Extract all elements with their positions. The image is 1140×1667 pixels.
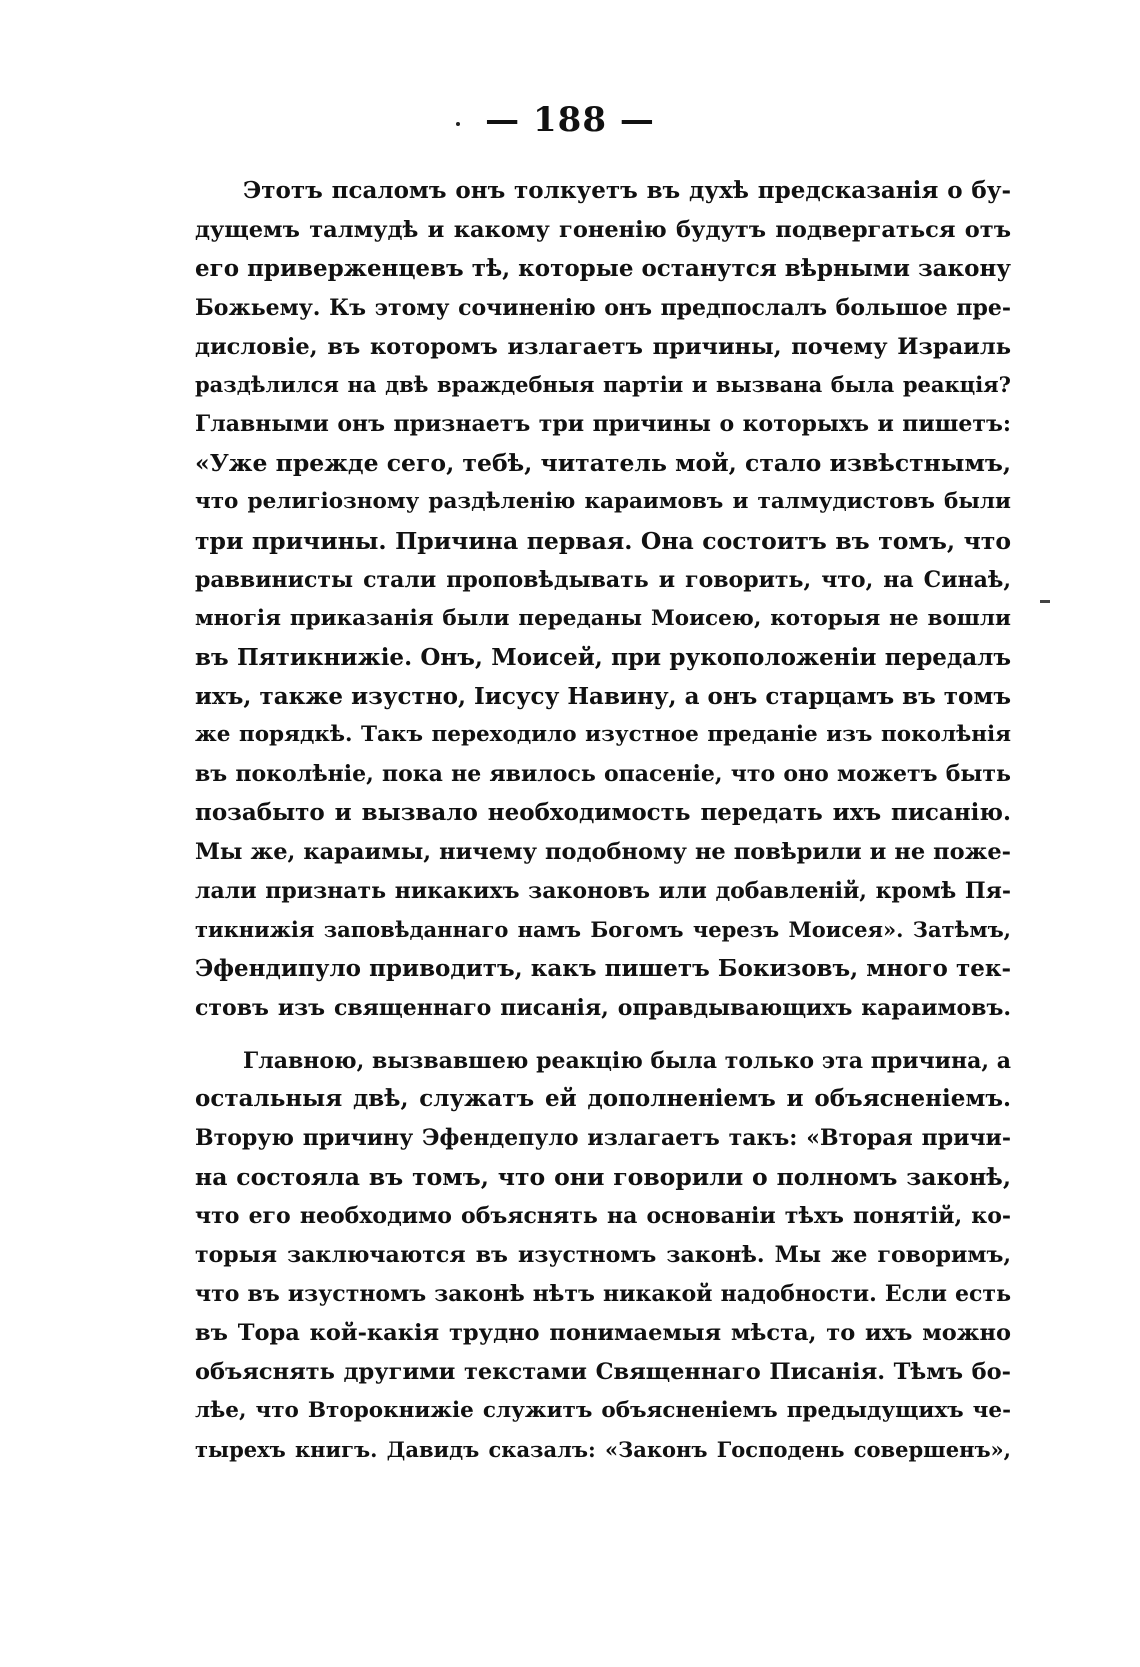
text-line: стовъ изъ священнаго писанія, оправдывающихъ караимовъ. (195, 994, 1011, 1021)
text-line: на состояла въ томъ, что они говорили о полномъ законѣ, (195, 1163, 1011, 1192)
text-line: Главною, вызвавшею реакцію была только эта причина, а (243, 1047, 1011, 1074)
text-line: лали признать никакихъ законовъ или добавленій, кромѣ Пя- (195, 878, 1011, 905)
text-line: дущемъ талмудѣ и какому гоненію будутъ подвергаться отъ (195, 216, 1011, 243)
text-line: Мы же, караимы, ничему подобному не повѣрили и не поже- (195, 839, 1011, 866)
text-line: его приверженцевъ тѣ, которые останутся вѣрными закону (195, 254, 1011, 282)
text-line: остальныя двѣ, служатъ ей дополненіемъ и объясненіемъ. (195, 1085, 1011, 1113)
text-line: же порядкѣ. Такъ переходило изустное преданіе изъ поколѣнія (195, 722, 1011, 748)
text-line: объяснять другими текстами Священнаго Писанія. Тѣмъ бо- (195, 1358, 1011, 1385)
text-line: что въ изустномъ законѣ нѣтъ никакой надобности. Если есть (195, 1280, 1011, 1307)
text-line: Божьему. Къ этому сочиненію онъ предпослалъ большое пре- (195, 294, 1011, 321)
text-line: многія приказанія были переданы Моисею, которыя не вошли (195, 605, 1011, 631)
text-line: раввинисты стали проповѣдывать и говорить, что, на Синаѣ, (195, 566, 1011, 593)
text-line: что религіозному раздѣленію караимовъ и талмудистовъ были (195, 489, 1011, 515)
body-text (195, 172, 1011, 1469)
text-line: въ Тора кой-какія трудно понимаемыя мѣста, то ихъ можно (195, 1319, 1011, 1346)
text-line: тикнижія заповѣданнаго намъ Богомъ черезъ Моисея». Затѣмъ, (195, 916, 1011, 942)
margin-mark (1040, 600, 1050, 603)
text-line: Главными онъ признаетъ три причины о которыхъ и пишетъ: (195, 411, 1011, 438)
text-line: дисловіе, въ которомъ излагаетъ причины, почему Израиль (195, 333, 1011, 360)
text-line: въ Пятикнижіе. Онъ, Моисей, при рукоположеніи передалъ (195, 643, 1011, 671)
text-line: три причины. Причина первая. Она состоитъ въ томъ, что (195, 527, 1011, 556)
text-line: что его необходимо объяснять на основаніи тѣхъ понятій, ко- (195, 1203, 1011, 1230)
text-line: Эфендипуло приводитъ, какъ пишетъ Бокизовъ, много тек- (195, 954, 1011, 982)
text-line: раздѣлился на двѣ враждебныя партіи и вызвана была реакція? (195, 372, 1011, 398)
text-line: лѣе, что Второкнижіе служитъ объясненіемъ предыдущихъ че- (195, 1397, 1011, 1423)
text-line: тырехъ книгъ. Давидъ сказалъ: «Законъ Господень совершенъ», (195, 1436, 1011, 1462)
text-line: ихъ, также изустно, Іисусу Навину, а онъ старцамъ въ томъ (195, 682, 1011, 710)
text-line: позабыто и вызвало необходимость передать ихъ писанію. (195, 799, 1011, 827)
text-line: въ поколѣніе, пока не явилось опасеніе, что оно можетъ быть (195, 761, 1011, 788)
page-number: — 188 — (485, 100, 655, 140)
text-line: Вторую причину Эфендепуло излагаетъ такъ: «Вторая причи- (195, 1125, 1011, 1152)
text-line: «Уже прежде сего, тебѣ, читатель мой, стало извѣстнымъ, (195, 449, 1011, 478)
text-line: Этотъ псаломъ онъ толкуетъ въ духѣ предсказанія о бу- (243, 177, 1011, 204)
text-line: торыя заключаются въ изустномъ законѣ. Мы же говоримъ, (195, 1242, 1011, 1269)
